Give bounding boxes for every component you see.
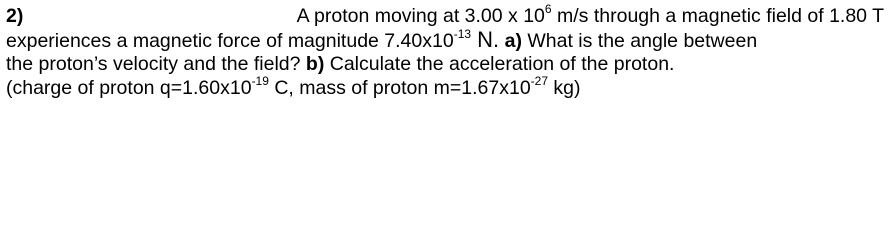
part-b-label: b) [305, 53, 325, 75]
force-unit: N. [471, 27, 500, 52]
line4-text-b: C, mass of proton m=1.67x10 [268, 77, 531, 99]
line3-text-b: Calculate the acceleration of the proton. [324, 53, 675, 75]
line2-text-a: experiences a magnetic force of magnitude 7.40x10 [6, 30, 454, 52]
problem-line-2 [6, 28, 890, 52]
problem-number-wrap [6, 4, 23, 28]
physics-problem [6, 1, 890, 100]
line1-text-a: A proton moving at 3.00 x 10 [296, 5, 545, 27]
part-a-label: a) [504, 30, 522, 52]
problem-line-1 [6, 1, 884, 28]
line3-text-a: the proton’s velocity and the field? [6, 53, 306, 75]
line1-exponent: 6 [544, 1, 552, 16]
line4-text-c: kg) [548, 77, 581, 99]
problem-line-3 [6, 52, 890, 76]
mass-exponent: -27 [530, 73, 549, 88]
problem-statement-start [296, 1, 884, 28]
line1-text-b: m/s through a magnetic field of 1.80 T [551, 5, 884, 27]
line4-text-a: (charge of proton q=1.60x10 [6, 77, 252, 99]
line2-exponent: -13 [453, 26, 472, 41]
charge-exponent: -19 [251, 73, 269, 88]
line2-text-b: What is the angle between [521, 30, 758, 52]
problem-number: 2) [6, 5, 24, 27]
problem-line-4 [6, 73, 890, 100]
